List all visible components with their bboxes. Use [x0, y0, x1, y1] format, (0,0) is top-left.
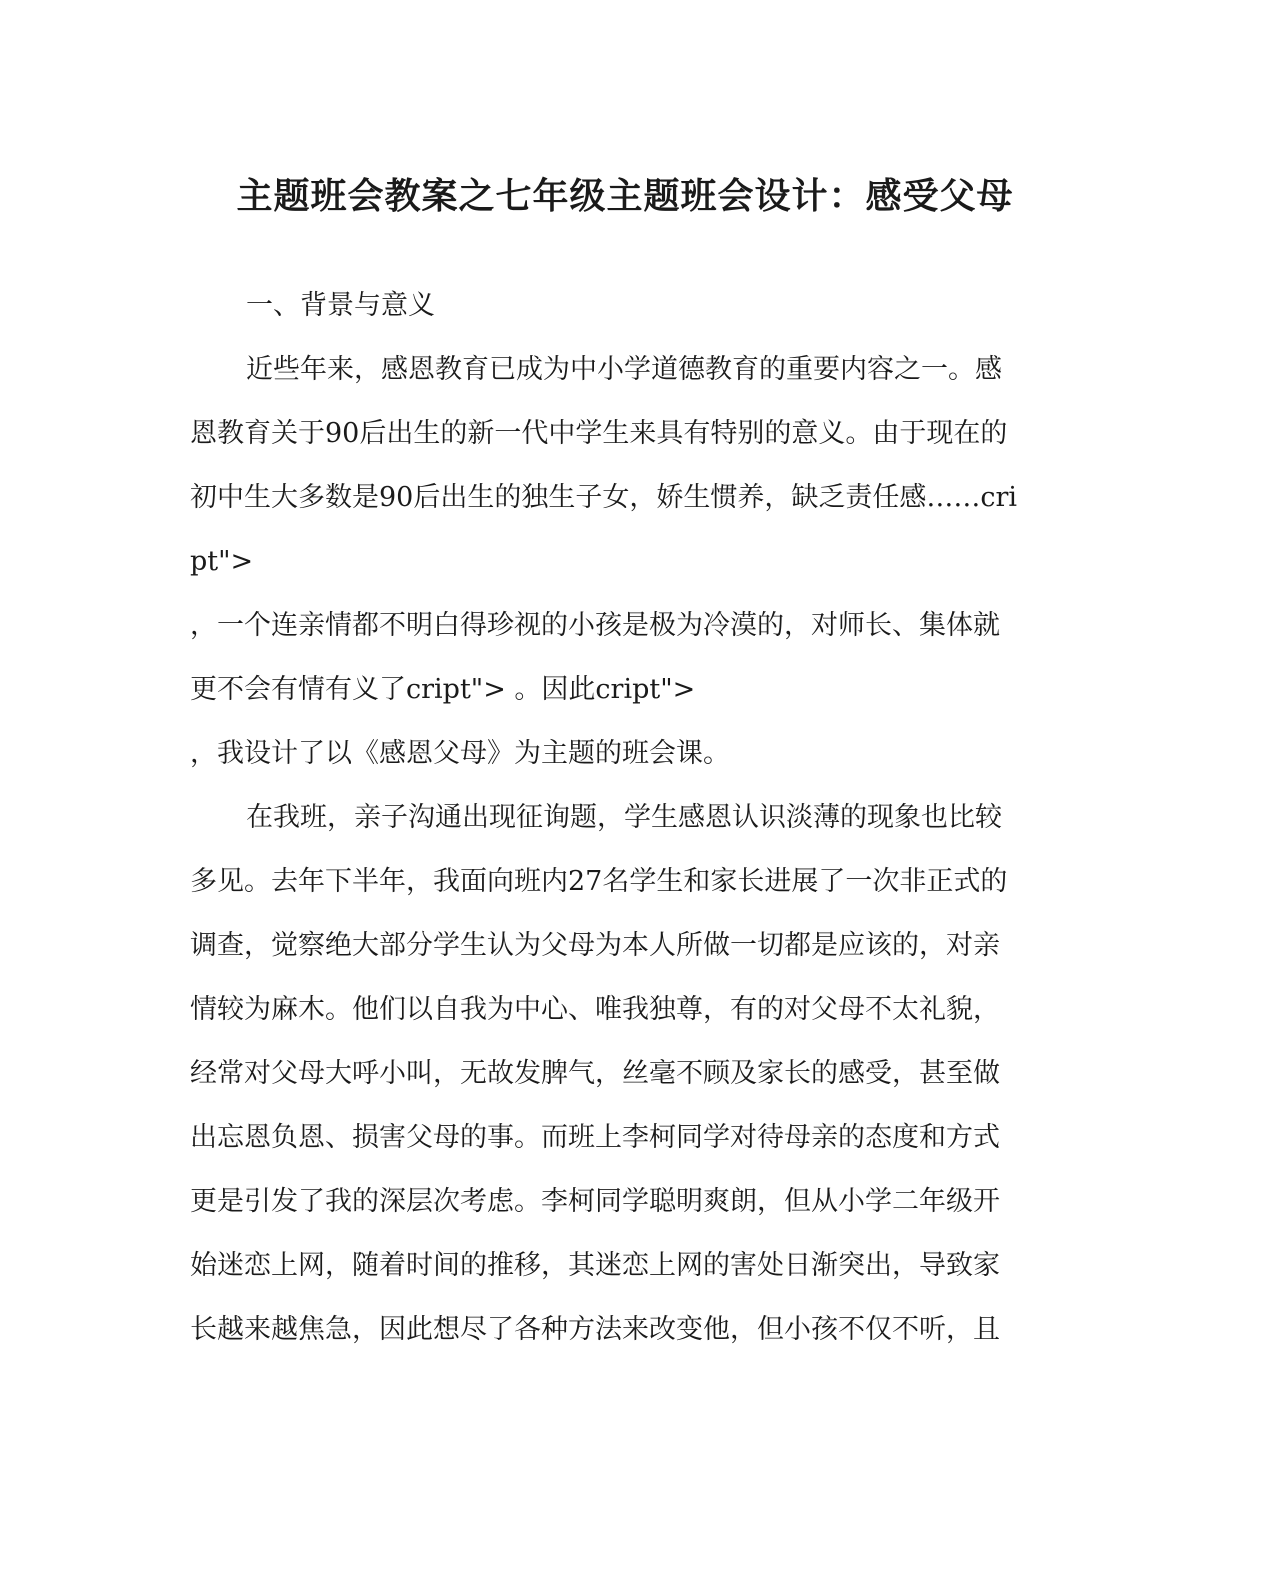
paragraph-line: pt"> — [190, 546, 254, 577]
paragraph-line: 始迷恋上网，随着时间的推移，其迷恋上网的害处日渐突出，导致家 — [190, 1250, 1000, 1281]
paragraph-line: 多见。去年下半年，我面向班内27名学生和家长进展了一次非正式的 — [190, 866, 1008, 897]
paragraph-line: 更不会有情有义了cript"> 。因此cript"> — [190, 674, 696, 705]
paragraph-line: 出忘恩负恩、损害父母的事。而班上李柯同学对待母亲的态度和方式 — [190, 1122, 1000, 1153]
paragraph-line: ，一个连亲情都不明白得珍视的小孩是极为冷漠的，对师长、集体就 — [190, 610, 1000, 641]
paragraph-line: 情较为麻木。他们以自我为中心、唯我独尊，有的对父母不太礼貌， — [190, 994, 1000, 1025]
document-title: 主题班会教案之七年级主题班会设计：感受父母 — [236, 175, 1014, 217]
paragraph-line: 更是引发了我的深层次考虑。李柯同学聪明爽朗，但从小学二年级开 — [190, 1186, 1000, 1217]
paragraph-line: 调查，觉察绝大部分学生认为父母为本人所做一切都是应该的，对亲 — [190, 930, 1000, 961]
paragraph-line: 近些年来，感恩教育已成为中小学道德教育的重要内容之一。感 — [246, 354, 1002, 385]
paragraph-line: 长越来越焦急，因此想尽了各种方法来改变他，但小孩不仅不听，且 — [190, 1314, 1000, 1345]
paragraph-line: 恩教育关于90后出生的新一代中学生来具有特别的意义。由于现在的 — [190, 418, 1008, 449]
paragraph-line: 经常对父母大呼小叫，无故发脾气，丝毫不顾及家长的感受，甚至做 — [190, 1058, 1000, 1089]
paragraph-line: 在我班，亲子沟通出现征询题，学生感恩认识淡薄的现象也比较 — [246, 802, 1002, 833]
paragraph-line: 初中生大多数是90后出生的独生子女，娇生惯养，缺乏责任感……cri — [190, 482, 1018, 513]
section-heading: 一、背景与意义 — [246, 290, 435, 321]
paragraph-line: ，我设计了以《感恩父母》为主题的班会课。 — [190, 738, 730, 769]
